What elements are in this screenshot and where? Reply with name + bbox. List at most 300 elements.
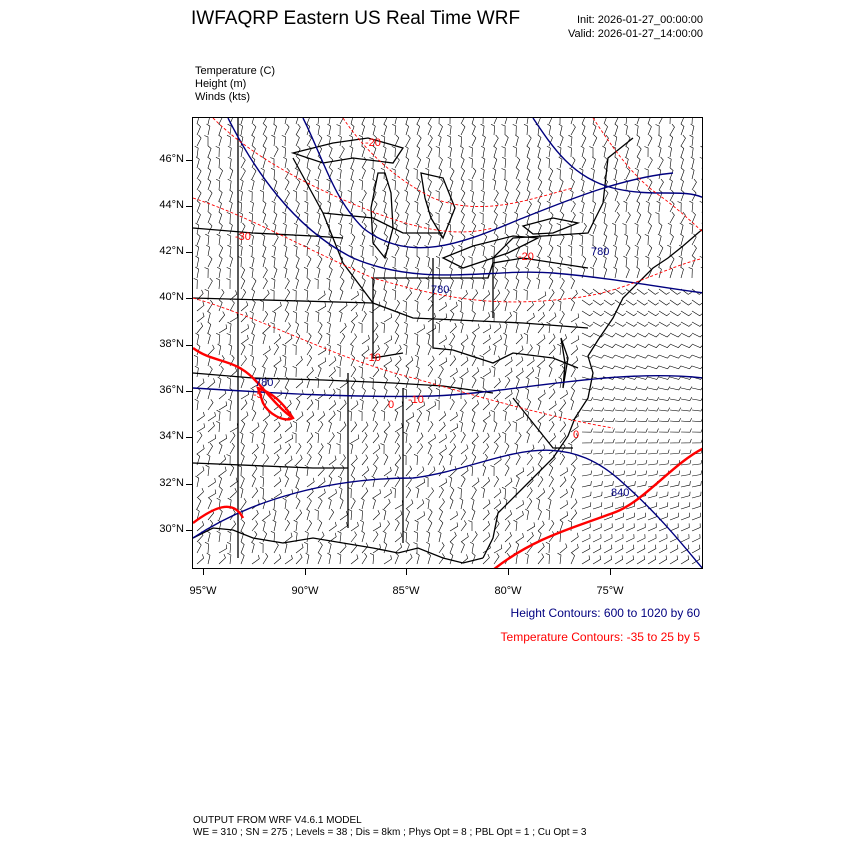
wind-barb [230,432,235,443]
wind-barb [626,366,637,369]
wind-barb [604,523,612,531]
wind-barb [415,300,419,311]
wind-barb [239,245,242,256]
wind-barb [230,300,234,311]
wind-barb [417,467,424,477]
wind-barb [428,421,433,432]
wind-barb [692,179,697,190]
wind-barb [690,146,694,157]
wind-barb [681,523,689,531]
wind-barb [241,454,244,465]
wind-barb [296,135,299,146]
wind-barb [700,256,703,267]
wind-barb [681,366,692,369]
wind-barb [622,224,626,235]
wind-barb [404,344,408,355]
wind-barb [582,322,593,326]
wind-barb [383,201,386,212]
wind-barb [692,397,703,400]
wind-barb [582,502,591,509]
wind-barb [692,513,701,520]
wind-barb [348,509,352,520]
wind-barb [593,135,597,146]
wind-barb [417,256,420,267]
wind-barb [263,135,267,146]
wind-barb [296,267,299,278]
wind-barb [285,278,289,289]
wind-barb [406,201,410,212]
wind-barb [436,400,440,411]
wind-barb [428,388,432,399]
wind-barb [655,213,659,224]
wind-barb [626,311,637,316]
wind-barb [635,256,639,267]
wind-barb [604,439,614,443]
wind-barb [259,466,263,477]
wind-barb [669,179,672,190]
wind-barb [593,555,601,564]
wind-barb [218,201,221,212]
wind-barb [648,397,659,400]
wind-barb [260,190,264,201]
wind-barb [472,443,475,454]
wind-barb [472,212,476,223]
wind-barb [351,388,354,399]
wind-barb [219,300,222,311]
wind-barb [361,531,364,542]
wind-barb [362,278,365,289]
wind-barb [461,476,465,487]
lat-tick-label: 34°N [159,430,184,442]
wind-barb [700,201,703,212]
wind-barb [351,278,354,289]
wind-barb [417,421,420,432]
wind-barb [502,432,506,443]
wind-barb [205,234,209,245]
wind-barb [197,498,201,509]
wind-barb [208,146,211,157]
wind-barb [505,510,512,520]
wind-barb [241,520,245,531]
wind-barb [538,488,545,498]
wind-barb [296,356,302,366]
wind-barb [648,492,657,498]
wind-barb [305,465,309,476]
wind-barb [637,534,645,542]
wind-barb [681,355,692,358]
wind-barb [336,389,340,400]
wind-barb [604,311,615,316]
wind-barb [645,234,649,245]
wind-barb [667,245,671,256]
wind-barb [450,553,453,564]
wind-barb [626,545,634,553]
wind-barb [384,489,392,498]
wind-barb [262,520,265,531]
model-footer [193,815,586,839]
wind-barb [637,408,648,412]
wind-barb [461,520,466,531]
wind-barb [681,408,692,412]
lat-tick-mark [186,252,192,253]
wind-barb [395,245,399,256]
wind-barb [252,465,257,476]
wind-barb [680,179,683,190]
wind-barb [626,168,630,179]
wind-barb [592,157,595,168]
wind-barb [417,212,421,223]
wind-barb [263,212,266,223]
wind-barb [239,190,242,201]
wind-barb [461,455,467,465]
wind-barb [549,168,553,179]
wind-barb [395,553,399,564]
wind-barb [428,300,433,311]
wind-barb [329,411,335,421]
wind-barb [569,168,572,179]
wind-barb [549,389,555,399]
wind-barb [415,201,419,212]
wind-barb [318,478,325,487]
wind-barb [415,355,419,366]
wind-barb [227,410,231,421]
wind-barb [681,513,690,520]
wind-barb [272,311,275,322]
wind-barb [404,333,407,344]
wind-barb [228,146,231,157]
wind-barb [571,336,579,345]
wind-barb [670,397,681,400]
wind-barb [251,135,254,146]
wind-barb [659,523,667,531]
wind-barb [207,124,210,135]
wind-barb [538,292,546,301]
wind-barb [615,397,626,400]
wind-barb [436,256,440,267]
wind-barb [648,157,652,168]
wind-barb [263,355,268,366]
wind-barb [460,498,463,509]
wind-barb [481,168,485,179]
wind-barb [219,190,222,201]
wind-barb [505,532,512,542]
wind-barb [384,432,387,443]
wind-barb [395,190,399,201]
wind-barb [538,312,545,322]
wind-barb [526,432,529,443]
wind-barb [383,146,386,157]
wind-barb [571,465,575,476]
wind-barb [274,344,279,355]
wind-barb [293,366,297,377]
wind-barb [582,545,590,553]
wind-barb [635,223,639,234]
wind-barb [274,422,280,432]
wind-barb [681,418,692,422]
wind-barb [637,135,640,146]
wind-barb [537,366,540,377]
wind-barb [241,498,246,509]
wind-barb [469,146,473,157]
wind-barb [593,124,596,135]
wind-barb [527,157,530,168]
wind-barb [208,322,211,333]
wind-barb [582,492,591,498]
wind-barb [195,399,199,410]
wind-barb [197,302,204,312]
wind-barb [285,533,292,542]
wind-barb [219,312,225,323]
wind-barb [439,434,447,443]
wind-barb [648,355,659,358]
wind-barb [604,534,612,542]
wind-barb [505,390,512,399]
wind-barb [404,432,408,443]
wind-barb [524,333,528,344]
wind-barb [241,324,249,333]
wind-barb [384,499,390,509]
wind-barb [205,268,209,279]
wind-barb [570,234,573,245]
wind-barb [670,555,678,564]
wind-barb [395,465,398,476]
wind-barb [492,179,495,190]
wind-barb [648,118,651,124]
wind-barb [417,344,420,355]
wind-barb [582,408,593,412]
wind-barb [350,168,353,179]
wind-barb [339,157,342,168]
wind-barb [196,118,199,124]
wind-barb [538,335,545,345]
wind-barb [207,118,210,124]
wind-barb [260,300,264,311]
wind-barb [626,300,637,305]
wind-barb [282,212,286,223]
wind-barb [615,534,623,542]
wind-barb [637,333,648,337]
wind-barb [251,118,254,124]
wind-barb [658,168,661,179]
lon-tick-mark [508,569,509,575]
wind-barb [450,532,456,542]
wind-barb [395,388,399,399]
wind-barb [494,476,499,487]
wind-barb [417,146,420,157]
wind-barb [582,481,591,487]
wind-barb [260,476,264,487]
wind-barb [659,534,667,542]
wind-barb [307,256,311,267]
wind-barb [240,487,243,498]
wind-barb [670,481,679,487]
wind-barb [384,476,389,487]
wind-barb [692,429,703,433]
wind-barb [580,212,584,223]
wind-barb [615,289,626,294]
wind-barb [351,312,358,322]
wind-barb [329,465,335,476]
wind-barb [461,124,465,135]
wind-barb [505,118,508,124]
wind-barb [241,443,245,454]
wind-barb [428,366,433,377]
wind-barb [195,366,199,377]
wind-barb [428,488,434,499]
wind-barb [195,256,198,267]
wind-barb [272,245,275,256]
wind-barb [227,542,231,553]
wind-barb [373,454,378,465]
wind-barb [692,300,703,305]
wind-barb [263,290,269,300]
wind-barb [692,502,701,509]
wind-barb [560,179,563,190]
wind-barb [670,212,674,223]
weather-map [192,117,703,569]
wind-barb [372,410,375,421]
wind-barb [450,399,454,410]
wind-barb [340,422,346,432]
wind-barb [546,553,550,564]
wind-barb [439,520,443,531]
wind-barb [384,467,391,476]
wind-barb [197,521,204,531]
wind-barb [285,422,292,432]
wind-barb [307,355,312,366]
wind-barb [461,445,468,455]
wind-barb [406,509,410,520]
wind-barb [458,300,462,311]
wind-barb [593,450,603,454]
wind-barb [362,124,365,135]
wind-barb [373,445,380,455]
wind-barb [373,399,378,410]
wind-barb [329,400,336,410]
wind-barb [549,334,555,344]
wind-barb [604,366,615,369]
wind-barb [351,334,357,345]
wind-barb [230,256,233,267]
wind-barb [392,179,396,190]
wind-barb [613,135,616,146]
wind-barb [373,201,377,212]
wind-barb [285,190,290,201]
wind-barb [692,481,701,487]
wind-barb [491,124,495,135]
wind-barb [384,454,388,465]
wind-barb [417,190,420,201]
wind-barb [373,522,381,531]
wind-barb [470,542,473,553]
wind-barb [483,500,490,510]
wind-barb [274,146,278,157]
valid-time: Valid: 2026-01-27_14:00:00 [568,28,703,40]
wind-barb [524,124,528,135]
wind-barb [579,245,583,256]
wind-barb [373,465,377,476]
wind-barb [207,553,210,564]
wind-barb [383,278,386,289]
wind-barb [525,388,528,399]
wind-barb [491,245,495,256]
wind-barb [637,481,646,487]
wind-barb [483,324,491,333]
lon-tick-mark [406,569,407,575]
wind-barb [338,476,342,487]
wind-barb [615,513,624,520]
wind-barb [515,118,518,124]
wind-barb [494,433,500,443]
wind-barb [439,357,447,366]
wind-barb [582,118,586,124]
wind-barb [670,300,681,305]
wind-barb [590,212,594,223]
wind-barb [582,157,586,168]
wind-barb [670,513,679,520]
wind-barb [549,278,553,289]
wind-barb [691,168,694,179]
wind-barb [382,190,385,201]
wind-barb [637,418,648,422]
wind-barb [692,523,700,531]
wind-barb [483,335,490,344]
wind-barb [282,344,286,355]
contour-labels [235,137,629,499]
wind-barb [514,520,518,531]
lon-tick-label: 75°W [596,585,624,597]
wind-barb [505,135,508,146]
wind-barb [472,124,475,135]
wind-barb [637,118,640,124]
wind-barb [483,532,490,542]
wind-barb [273,124,276,135]
wind-barb [204,136,208,147]
wind-barb [435,213,439,224]
wind-barb [395,410,398,421]
wind-barb [219,118,223,124]
wind-barb [581,146,584,157]
state-line [193,463,348,468]
wind-barb [516,179,520,190]
wind-barb [670,450,680,454]
wind-barb [648,523,656,531]
wind-barb [196,157,199,168]
wind-barb [227,553,231,564]
wind-barb [217,410,221,421]
wind-barb [591,168,595,179]
lat-tick-label: 42°N [159,245,184,257]
wind-barb [681,168,684,179]
wind-barb [362,300,365,311]
wind-barb [404,190,407,201]
wind-barb [262,333,265,344]
wind-barb [263,421,268,432]
wind-barb [483,433,489,443]
wind-barb [284,245,287,256]
wind-barb [405,212,408,223]
lat-tick-mark [186,437,192,438]
wind-barb [274,212,277,223]
wind-barb [450,168,454,179]
wind-barb [351,355,355,366]
wind-barb [373,421,378,432]
wind-barb [571,366,575,377]
wind-barb [208,434,216,443]
wind-barb [351,366,356,377]
wind-barb [450,487,454,498]
wind-barb [582,450,592,454]
